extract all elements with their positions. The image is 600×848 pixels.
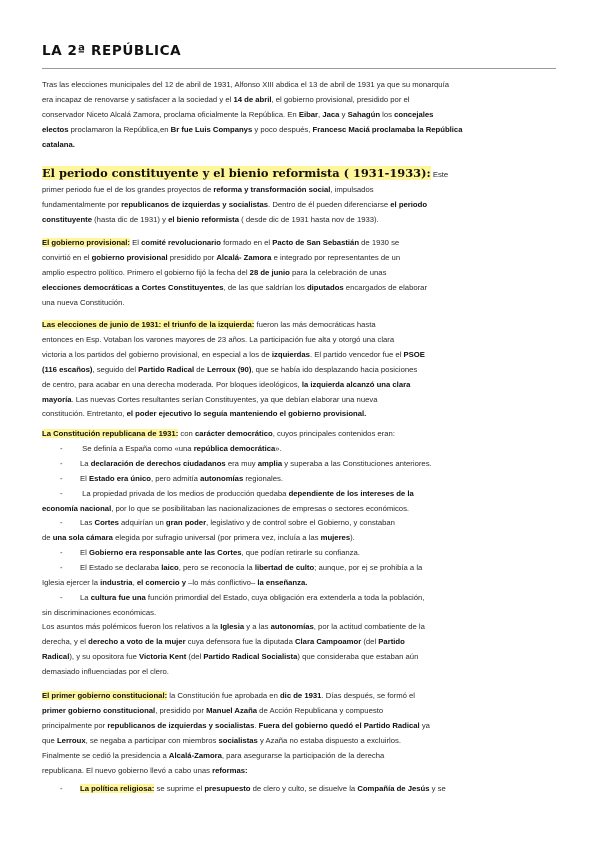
bold-text: catalana. (42, 139, 75, 149)
text-run: y Azaña no estaba dispuesto a excluirlos. (257, 735, 401, 745)
text-run: (del (186, 651, 204, 661)
list-item (42, 591, 558, 606)
text-run: , impulsados (330, 185, 374, 194)
text-line (42, 704, 558, 719)
list-dash: - (60, 784, 63, 793)
text-run: proclamaron la República,en (68, 124, 171, 134)
text-line (42, 198, 558, 213)
text-run: , (132, 578, 137, 588)
bold-text: declaración de derechos ciudadanos (90, 458, 226, 468)
bold-text: presupuesto (204, 784, 251, 793)
text-line (42, 502, 558, 517)
text-line (42, 749, 558, 764)
bold-text: la enseñanza. (257, 578, 308, 588)
text-run: El (130, 238, 142, 247)
list-dash: - (60, 518, 63, 528)
text-line (42, 635, 558, 650)
bold-text: Compañía de Jesús (357, 784, 430, 793)
bold-text: derecho a voto de la mujer (88, 636, 186, 646)
list-item (42, 782, 558, 797)
text-run: y superaba a las Constituciones anteriores. (282, 458, 432, 468)
text-run: de centro, para acabar en una derecha moderada. Por bloques ideológicos, (42, 379, 302, 389)
text-line (42, 719, 558, 734)
text-run: Las (80, 518, 95, 528)
section-heading: El gobierno provisional: (42, 238, 130, 247)
text-run: , que se había ido desplazando hacia posiciones (251, 364, 418, 374)
text-run: –lo más conflictivo– (186, 578, 258, 588)
bold-text: el bienio reformista (168, 214, 239, 224)
text-run: . Dentro de él pueden diferenciarse (268, 199, 391, 209)
text-run: El (80, 548, 89, 558)
text-line (42, 266, 558, 281)
text-line (42, 734, 558, 749)
text-line (42, 236, 558, 251)
text-line (42, 407, 558, 422)
bold-text: elecciones democráticas a Cortes Constituyentes (42, 282, 224, 292)
text-run: La (80, 592, 91, 602)
bold-text: carácter democrático (194, 429, 273, 438)
list-dash: - (60, 443, 63, 453)
text-run: los (380, 109, 395, 119)
text-run: ), y su opositora fue (69, 651, 140, 661)
section-asuntos-polemicos (42, 620, 558, 680)
bold-text: Fuera del gobierno quedó el Partido Radical (258, 720, 420, 730)
text-line (42, 108, 558, 123)
text-run: e integrado por representantes de un (271, 252, 401, 262)
list-dash: - (60, 592, 63, 602)
text-line (42, 427, 558, 442)
bold-text: economía nacional (42, 503, 112, 513)
text-run: ; aunque, por ej se prohibía a la (314, 563, 423, 573)
bold-text: Lerroux (56, 735, 86, 745)
list-item (42, 546, 558, 561)
bold-text: socialistas (218, 735, 258, 745)
text-run: fueron las más democráticas hasta (254, 320, 376, 329)
text-run: , pero admitía (150, 473, 201, 483)
bold-text: 28 de junio (249, 267, 290, 277)
text-run: , pero se reconocía la (178, 563, 255, 573)
text-run: Los asuntos más polémicos fueron los relativos a la (42, 622, 221, 631)
text-line (42, 393, 558, 408)
text-run: y (339, 109, 348, 119)
list-item (42, 472, 558, 487)
text-run: (hasta dic de 1931) y (91, 214, 169, 224)
section-heading: El primer gobierno constitucional: (42, 691, 168, 700)
text-line (42, 531, 558, 546)
text-run: , seguido del (92, 364, 139, 374)
list-dash: - (60, 563, 63, 573)
bold-text: constituyente (42, 214, 92, 224)
text-line (42, 363, 558, 378)
text-run: de 1930 se (359, 238, 400, 247)
list-item (42, 457, 558, 472)
text-run: , cuyos principales contenidos eran: (272, 429, 395, 438)
list-dash: - (60, 458, 63, 468)
text-run: de clero y culto, se disuelve la (250, 784, 358, 793)
bold-place: Eibar (298, 109, 319, 119)
bold-text: Partido (378, 636, 405, 646)
text-run: , para asegurarse la participación de la derecha (221, 750, 385, 760)
text-run: La (80, 458, 91, 468)
bold-text: cultura fue una (90, 592, 146, 602)
bold-text: Lerroux (90) (206, 364, 252, 374)
page-title: LA 2ª REPÚBLICA (42, 43, 182, 59)
section-gobierno-provisional (42, 236, 558, 311)
bold-text: autonomías (270, 622, 314, 631)
text-line (42, 213, 558, 228)
bold-text: electos (42, 124, 69, 134)
text-run: con (178, 429, 195, 438)
text-run: convirtió en el (42, 252, 92, 262)
bold-text: Gobierno era responsable ante las Cortes (88, 548, 242, 558)
text-run: conservador Niceto Alcalá Zamora, proclama oficialmente la República. En (42, 109, 299, 119)
list-dash: - (60, 488, 63, 498)
bold-text: Radical (42, 651, 70, 661)
text-run: y a las (244, 622, 271, 631)
text-line: Tras las elecciones municipales del 12 de abril de 1931, Alfonso XIII abdica el 13 de abril de 1931 ya que su monarquía (42, 80, 449, 89)
text-run: derecha, y el (42, 636, 89, 646)
bold-text: la izquierda alcanzó una clara (301, 379, 411, 389)
text-line (42, 93, 558, 108)
bold-text: Pacto de San Sebastián (272, 238, 360, 247)
text-run: , que podían retirarle su confianza. (241, 548, 360, 558)
title-divider (42, 68, 556, 69)
text-line: demasiado influenciadas por el clero. (42, 666, 169, 676)
bold-text: amplia (257, 458, 283, 468)
bold-text: concejales (394, 109, 434, 119)
text-run: , presidido por (155, 705, 207, 715)
bold-place: Sahagún (347, 109, 381, 119)
text-run: Este (430, 170, 449, 179)
reformas-list (42, 782, 558, 797)
text-run: , se negaba a participar con miembros (85, 735, 219, 745)
section-heading: El periodo constituyente y el bienio reformista ( 1931-1933): (42, 166, 431, 180)
bold-text: república democrática (193, 443, 276, 453)
bold-text: gran poder (165, 518, 207, 528)
bold-text: autonomías (200, 473, 244, 483)
text-run: y se (429, 784, 446, 793)
bold-text: reforma y transformación social (213, 185, 331, 194)
text-line (42, 348, 558, 363)
text-run: Finalmente se cedió la presidencia a (42, 750, 169, 760)
bold-text: Br fue Luis Companys (170, 124, 253, 134)
text-line: una nueva Constitución. (42, 297, 125, 307)
text-run: se suprime el (154, 784, 205, 793)
text-run: ya (419, 720, 430, 730)
intro-paragraph (42, 78, 558, 153)
text-run: La propiedad privada de los medios de producción quedaba (80, 488, 289, 498)
text-run: El Estado se declaraba (80, 563, 162, 573)
text-run: encargados de elaborar (343, 282, 428, 292)
section-periodo-constituyente (42, 165, 558, 228)
text-run: republicana. El nuevo gobierno llevó a cabo unas (42, 765, 213, 775)
bold-text: diputados (306, 282, 344, 292)
text-run: . (254, 720, 259, 730)
text-line (42, 576, 558, 591)
text-run: elegida por sufragio universal (por primera vez, incluía a las (112, 533, 321, 543)
text-run: , legislativo y de control sobre el Gobierno, y constaban (206, 518, 395, 528)
list-dash: - (60, 473, 63, 483)
bold-text: primer gobierno constitucional (42, 705, 156, 715)
bold-text: libertad de culto (254, 563, 315, 573)
text-run: que (42, 735, 57, 745)
bold-text: PSOE (403, 349, 425, 359)
text-run: cuya defensora fue la diputada (185, 636, 295, 646)
bold-text: Partido Radical Socialista (203, 651, 298, 661)
bold-text: Alcalá- Zamora (216, 252, 272, 262)
text-run: primer periodo fue el de los grandes proyectos de (42, 185, 214, 194)
bold-text: Cortes (94, 518, 119, 528)
bold-text: republicanos de izquierdas y socialistas (121, 199, 269, 209)
text-run: y poco después, (252, 124, 313, 134)
text-run: , por lo que se posibilitaban las nacionalizaciones de empresas o sectores económicos. (111, 503, 410, 513)
text-run: ). (350, 533, 355, 543)
list-dash: - (60, 548, 63, 558)
section-heading: Las elecciones de junio de 1931: el triunfo de la izquierda: (42, 320, 255, 329)
text-run: ) que consideraba que estaban aún (297, 651, 419, 661)
bold-text: laico (161, 563, 179, 573)
text-run: función primordial del Estado, cuya obligación era extenderla a toda la población, (145, 592, 425, 602)
list-item (42, 442, 558, 457)
bold-text: Estado era único (88, 473, 151, 483)
text-line (42, 281, 558, 296)
text-run: adquirían un (118, 518, 166, 528)
bold-text: dependiente de los intereses de la (288, 488, 414, 498)
text-run: . Las nuevas Cortes resultantes serían Constituyentes, ya que debían elaborar una nueva (71, 394, 378, 404)
text-run: Se definía a España como «una (80, 443, 194, 453)
section-elecciones-1931 (42, 318, 558, 422)
text-line (42, 650, 558, 665)
text-run: Iglesia ejercer la (42, 578, 101, 588)
text-run: victoria a los partidos del gobierno provisional, en especial a los de (42, 349, 272, 359)
bold-text: Francesc Maciá proclamaba la República (312, 124, 463, 134)
text-run: era muy (225, 458, 258, 468)
bold-place: Jaca (322, 109, 340, 119)
bold-text: Clara Campoamor (294, 636, 362, 646)
text-run: presidido por (167, 252, 217, 262)
text-line (42, 123, 558, 138)
subheading: La política religiosa: (80, 784, 155, 793)
list-item (42, 487, 558, 502)
text-run: de (194, 364, 207, 374)
bold-date: 14 de abril (233, 94, 272, 104)
bold-text: mayoría (42, 394, 72, 404)
text-run: . Días después, se formó el (321, 691, 416, 700)
section-heading: La Constitución republicana de 1931: (42, 429, 179, 438)
text-run: formado en el (221, 238, 273, 247)
text-line (42, 183, 558, 198)
bold-text: (116 escaños) (42, 364, 93, 374)
list-item (42, 561, 558, 576)
text-line (42, 378, 558, 393)
bold-text: gobierno provisional (91, 252, 168, 262)
text-run: El (80, 473, 89, 483)
text-line (42, 165, 558, 183)
bold-text: Partido Radical (138, 364, 195, 374)
text-run: regionales. (243, 473, 283, 483)
text-line: entonces en Esp. Votaban los varones mayores de 23 años. La participación fue alta y otorgó una clara (42, 334, 395, 344)
text-run: ( desde dic de 1931 hasta nov de 1933). (238, 214, 379, 224)
text-run: para la celebración de unas (289, 267, 387, 277)
section-constitucion-1931 (42, 427, 558, 621)
bold-text: Alcalá-Zamora (168, 750, 222, 760)
text-line: sin discriminaciones económicas. (42, 607, 157, 617)
bold-text: Victoria Kent (139, 651, 187, 661)
text-line (42, 689, 558, 704)
text-line (42, 251, 558, 266)
bold-text: dic de 1931 (279, 691, 322, 700)
text-run: de (42, 533, 53, 543)
bold-text: republicanos de izquierdas y socialistas (107, 720, 255, 730)
bold-text: comité revolucionario (141, 238, 221, 247)
text-line (42, 764, 558, 779)
text-run: constitución. Entretanto, (42, 409, 127, 419)
text-line (42, 318, 558, 333)
section-primer-gobierno (42, 689, 558, 778)
bold-text: Iglesia (220, 622, 245, 631)
text-run: , por la actitud combatiente de la (313, 622, 425, 631)
bold-text: industria (100, 578, 133, 588)
text-run: , (318, 109, 323, 119)
list-item (42, 516, 558, 531)
bold-text: Manuel Azaña (206, 705, 258, 715)
text-run: amplio espectro político. Primero el gobierno fijó la fecha del (42, 267, 250, 277)
text-run: , de las que saldrían los (223, 282, 307, 292)
text-run: (del (361, 636, 379, 646)
text-run: fundamentalmente por (42, 199, 122, 209)
text-run: ». (275, 443, 282, 453)
bold-text: el periodo (390, 199, 428, 209)
text-run: la Constitución fue aprobada en (167, 691, 280, 700)
text-run: . El partido vencedor fue el (309, 349, 404, 359)
text-line (42, 620, 558, 635)
text-run: principalmente por (42, 720, 108, 730)
bold-text: el poder ejecutivo lo seguía manteniendo el gobierno provisional. (126, 409, 367, 419)
bold-text: una sola cámara (52, 533, 113, 543)
bold-text: reformas: (212, 765, 248, 775)
text-run: , el gobierno provisional, presidido por el (271, 94, 410, 104)
text-line (42, 138, 558, 153)
text-run: de Acción Republicana y compuesto (257, 705, 384, 715)
text-run: era incapaz de renovarse y satisfacer a la sociedad y el (42, 94, 234, 104)
bold-text: el comercio y (136, 578, 187, 588)
bold-text: izquierdas (271, 349, 310, 359)
bold-text: mujeres (320, 533, 351, 543)
